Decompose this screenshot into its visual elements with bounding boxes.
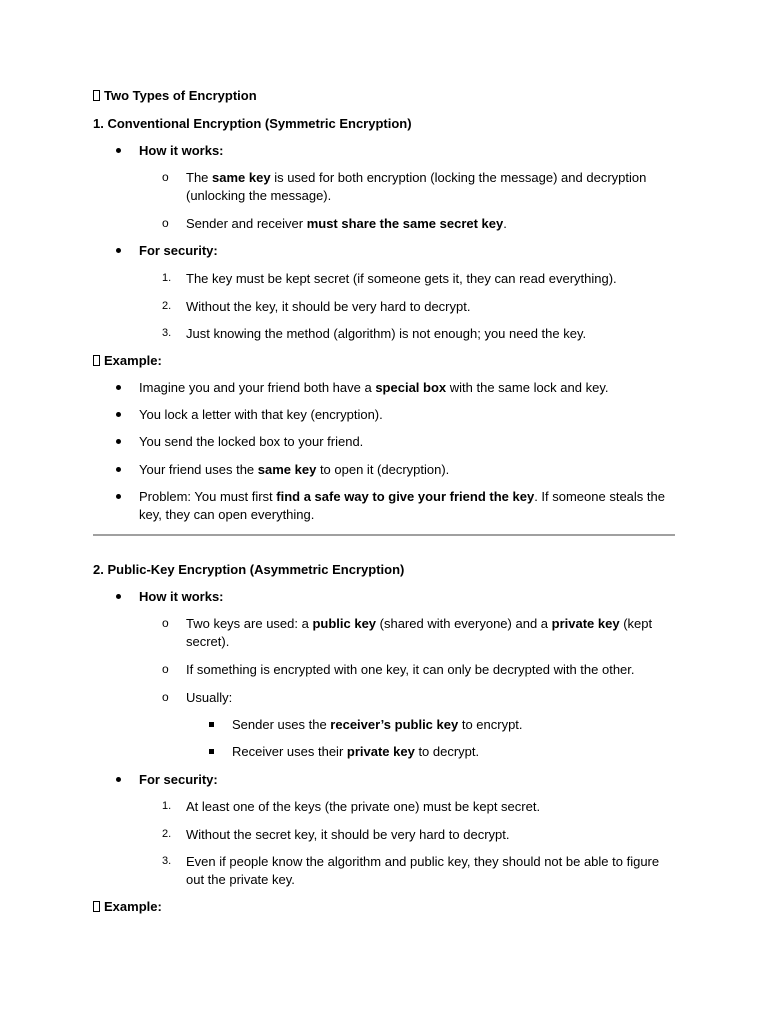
example-heading: Example:: [93, 352, 162, 369]
s1-how-item-2: Sender and receiver must share the same secret key.: [186, 216, 507, 231]
how-it-works-label: How it works:: [139, 589, 224, 604]
s1-security-item-3: Just knowing the method (algorithm) is not enough; you need the key.: [186, 326, 587, 341]
s2-how-item-1: Two keys are used: a public key (shared with everyone) and a private key (kept: [186, 616, 653, 631]
circle-bullet-icon: o: [162, 616, 169, 630]
circle-bullet-icon: o: [162, 690, 169, 704]
circle-bullet-icon: o: [162, 216, 169, 230]
s1-security-item-1: The key must be kept secret (if someone gets it, they can read everything).: [186, 271, 617, 286]
circle-bullet-icon: o: [162, 170, 169, 184]
usually-item-2: Receiver uses their private key to decrypt.: [232, 744, 480, 759]
horizontal-divider: [93, 534, 675, 536]
list-number: 2.: [162, 828, 172, 840]
example-item-5-cont: key, they can open everything.: [139, 507, 315, 522]
list-number: 1.: [162, 800, 172, 812]
bullet-icon: [116, 385, 121, 390]
example-item-1: Imagine you and your friend both have a special box with the same lock and key.: [139, 380, 609, 395]
example-item-4: Your friend uses the same key to open it (decryption).: [139, 462, 450, 477]
s2-how-item-1-cont: secret).: [186, 634, 230, 649]
section-2-heading: 2. Public-Key Encryption (Asymmetric Encryption): [93, 562, 405, 577]
list-number: 3.: [162, 855, 172, 867]
bullet-icon: [116, 439, 121, 444]
list-number: 3.: [162, 327, 172, 339]
example-item-2: You lock a letter with that key (encryption).: [139, 407, 383, 422]
example-item-5: Problem: You must first find a safe way to give your friend the key. If someone steals the: [139, 489, 665, 504]
s2-security-item-2: Without the secret key, it should be very hard to decrypt.: [186, 827, 510, 842]
s1-security-item-2: Without the key, it should be very hard to decrypt.: [186, 299, 471, 314]
s2-security-item-1: At least one of the keys (the private one) must be kept secret.: [186, 799, 541, 814]
bullet-icon: [116, 777, 121, 782]
section-1-heading: 1. Conventional Encryption (Symmetric Encryption): [93, 116, 412, 131]
s2-how-item-2: If something is encrypted with one key, it can only be decrypted with the other.: [186, 662, 635, 677]
example-item-3: You send the locked box to your friend.: [139, 434, 364, 449]
bullet-icon: [116, 494, 121, 499]
square-bullet-icon: [209, 749, 214, 754]
bullet-icon: [116, 248, 121, 253]
missing-glyph-icon: [93, 901, 100, 912]
s1-how-item-1-cont: (unlocking the message).: [186, 188, 332, 203]
usually-item-1: Sender uses the receiver’s public key to encrypt.: [232, 717, 523, 732]
square-bullet-icon: [209, 722, 214, 727]
list-number: 2.: [162, 300, 172, 312]
example-heading: Example:: [93, 898, 162, 915]
doc-title: Two Types of Encryption: [93, 87, 257, 104]
missing-glyph-icon: [93, 355, 100, 366]
bullet-icon: [116, 412, 121, 417]
s2-security-item-3: Even if people know the algorithm and public key, they should not be able to figure: [186, 854, 660, 869]
s2-how-item-3: Usually:: [186, 690, 233, 705]
bullet-icon: [116, 594, 121, 599]
for-security-label: For security:: [139, 243, 218, 258]
missing-glyph-icon: [93, 90, 100, 101]
for-security-label: For security:: [139, 772, 218, 787]
circle-bullet-icon: o: [162, 662, 169, 676]
bullet-icon: [116, 467, 121, 472]
s2-security-item-3-cont: out the private key.: [186, 872, 295, 887]
bullet-icon: [116, 148, 121, 153]
how-it-works-label: How it works:: [139, 143, 224, 158]
list-number: 1.: [162, 272, 172, 284]
s1-how-item-1: The same key is used for both encryption (locking the message) and decryption: [186, 170, 647, 185]
